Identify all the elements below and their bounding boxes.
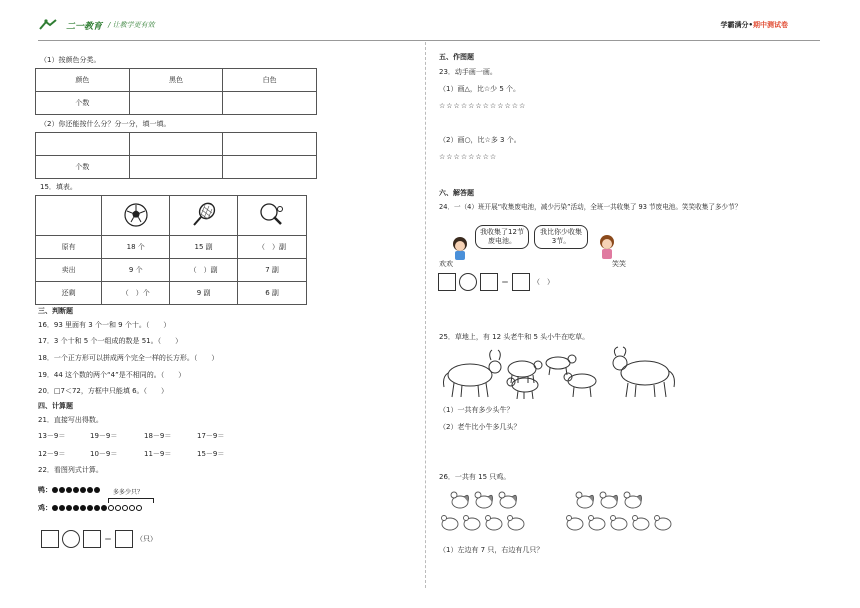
q25-part2: （2）老牛比小牛多几头？	[439, 423, 521, 431]
answer-box[interactable]	[438, 273, 456, 291]
section-title: 五、作图题	[439, 53, 474, 61]
judge-item[interactable]: 16．93 里面有 3 个一和 9 个十。（ ）	[38, 321, 171, 329]
row-label: 个数	[36, 156, 130, 179]
row-label: 卖出	[36, 259, 102, 282]
rooster-icon	[475, 492, 493, 508]
table-header: 白色	[223, 69, 317, 92]
table-cell[interactable]: （ ）副	[238, 236, 307, 259]
section-title: 六、解答题	[439, 189, 474, 197]
section-title: 三、判断题	[38, 307, 73, 315]
name-xiaoxiao: 笑笑	[612, 260, 626, 268]
q24-text: 24．一（4）班开展“收集废电池，减少污染”活动，全班一共收集了 93 节废电池。笑笑收集了多少节？	[439, 203, 742, 211]
table-cell: 9 副	[170, 282, 238, 305]
exam-title: 学霸满分•期中测试卷	[720, 21, 788, 29]
table-cell: 15 副	[170, 236, 238, 259]
ox-icon	[613, 347, 674, 397]
q14-part2: （2）你还能按什么分？分一分，填一填。	[40, 120, 171, 128]
table-cell[interactable]: （ ）副	[170, 259, 238, 282]
judge-item[interactable]: 20．□7＜72，方框中只能填 6。（ ）	[38, 387, 169, 395]
star-row: ☆☆☆☆☆☆☆☆☆☆☆☆	[439, 102, 527, 110]
q21-title: 21．直接写出得数。	[38, 416, 103, 424]
q22-equation: ＝ （只）	[41, 530, 157, 548]
fill-table	[35, 195, 307, 305]
star-row: ☆☆☆☆☆☆☆☆	[439, 153, 498, 161]
q23-part2: （2）画○，比☆多 3 个。	[439, 136, 521, 144]
brand-slogan: / 让教学更有效	[108, 21, 155, 29]
judge-item[interactable]: 19．44 这个数的两个“4”是不相同的。（ ）	[38, 371, 186, 379]
calc-item[interactable]: 19－9＝	[90, 432, 118, 440]
q23-title: 23．动手画一画。	[439, 68, 497, 76]
answer-box[interactable]	[41, 530, 59, 548]
table-cell: 9 个	[102, 259, 170, 282]
tennis-racket-icon	[170, 196, 238, 236]
duck-row: 鸭：	[38, 485, 101, 495]
hen-icon	[567, 516, 584, 531]
row-label: 个数	[36, 92, 130, 115]
calf-icon	[564, 373, 596, 397]
rooster-icon	[576, 492, 594, 508]
calc-item[interactable]: 12－9＝	[38, 450, 66, 458]
name-huanhuan: 欢欢	[439, 260, 453, 268]
calc-item[interactable]: 13－9＝	[38, 432, 66, 440]
calc-item[interactable]: 10－9＝	[90, 450, 118, 458]
rooster-icon	[600, 492, 618, 508]
brand-name: 二一教育	[66, 21, 103, 32]
table-cell: 18 个	[102, 236, 170, 259]
logo-runner-icon	[38, 19, 60, 31]
table-cell[interactable]: （ ）个	[102, 282, 170, 305]
section-title: 四、计算题	[38, 402, 73, 410]
header-logo	[38, 17, 155, 33]
answer-box[interactable]	[512, 273, 530, 291]
hen-icon	[655, 516, 672, 531]
ox-icon	[508, 361, 542, 383]
answer-cell[interactable]	[223, 156, 317, 179]
answer-cell[interactable]	[129, 156, 223, 179]
ping-pong-paddle-icon	[238, 196, 307, 236]
table-header: 颜色	[36, 69, 130, 92]
cattle-picture	[440, 345, 685, 402]
answer-cell[interactable]	[129, 133, 223, 156]
chickens-left	[440, 488, 540, 538]
answer-cell[interactable]	[223, 92, 317, 115]
hen-icon	[464, 516, 481, 531]
color-table	[35, 68, 317, 115]
q26-part1: （1）左边有 7 只，右边有几只？	[439, 546, 544, 554]
answer-cell[interactable]	[36, 133, 130, 156]
hen-icon	[508, 516, 525, 531]
soccer-ball-icon	[102, 196, 170, 236]
answer-cell[interactable]	[223, 133, 317, 156]
q15-title: 15．填表。	[40, 183, 77, 191]
speech-bubble: 我比你少收集3节。	[534, 225, 588, 249]
q22-title: 22．看图列式计算。	[38, 466, 103, 474]
table-header: 黑色	[129, 69, 223, 92]
table-cell: 6 副	[238, 282, 307, 305]
brace-label: 多多少只？	[113, 489, 144, 496]
calc-item[interactable]: 18－9＝	[144, 432, 172, 440]
row-label: 原有	[36, 236, 102, 259]
rooster-icon	[624, 492, 642, 508]
chickens-right	[565, 488, 685, 538]
corner-cell	[36, 196, 102, 236]
operator-circle[interactable]	[62, 530, 80, 548]
rooster-icon	[499, 492, 517, 508]
hen-icon	[442, 516, 459, 531]
column-divider	[425, 42, 426, 588]
ox-icon	[444, 350, 502, 397]
answer-box[interactable]	[115, 530, 133, 548]
q25-text: 25．草地上，有 12 头老牛和 5 头小牛在吃草。	[439, 333, 590, 341]
hen-icon	[611, 516, 628, 531]
answer-box[interactable]	[480, 273, 498, 291]
table-cell: 7 副	[238, 259, 307, 282]
calc-item[interactable]: 15－9＝	[197, 450, 225, 458]
hen-icon	[589, 516, 606, 531]
judge-item[interactable]: 18．一个正方形可以拼成两个完全一样的长方形。（ ）	[38, 354, 219, 362]
operator-circle[interactable]	[459, 273, 477, 291]
row-label: 还剩	[36, 282, 102, 305]
hen-icon	[486, 516, 503, 531]
q24-equation: ＝ （ ）	[438, 273, 554, 291]
rooster-icon	[451, 492, 469, 508]
q14-part1: （1）按颜色分类。	[40, 56, 101, 64]
calf-icon	[546, 355, 576, 375]
calc-item[interactable]: 17－9＝	[197, 432, 225, 440]
q25-part1: （1）一共有多少头牛？	[439, 406, 514, 414]
calc-item[interactable]: 11－9＝	[144, 450, 172, 458]
custom-table	[35, 132, 317, 179]
header-divider	[38, 40, 820, 41]
judge-item[interactable]: 17．3 个十和 5 个一组成的数是 51。（ ）	[38, 337, 183, 345]
chicken-row: 鸡：	[38, 503, 143, 513]
q23-part1: （1）画△，比☆少 5 个。	[439, 85, 521, 93]
hen-icon	[633, 516, 650, 531]
answer-box[interactable]	[83, 530, 101, 548]
speech-bubble: 我收集了12节废电池。	[475, 225, 529, 249]
answer-cell[interactable]	[129, 92, 223, 115]
q26-text: 26．一共有 15 只鸡。	[439, 473, 511, 481]
